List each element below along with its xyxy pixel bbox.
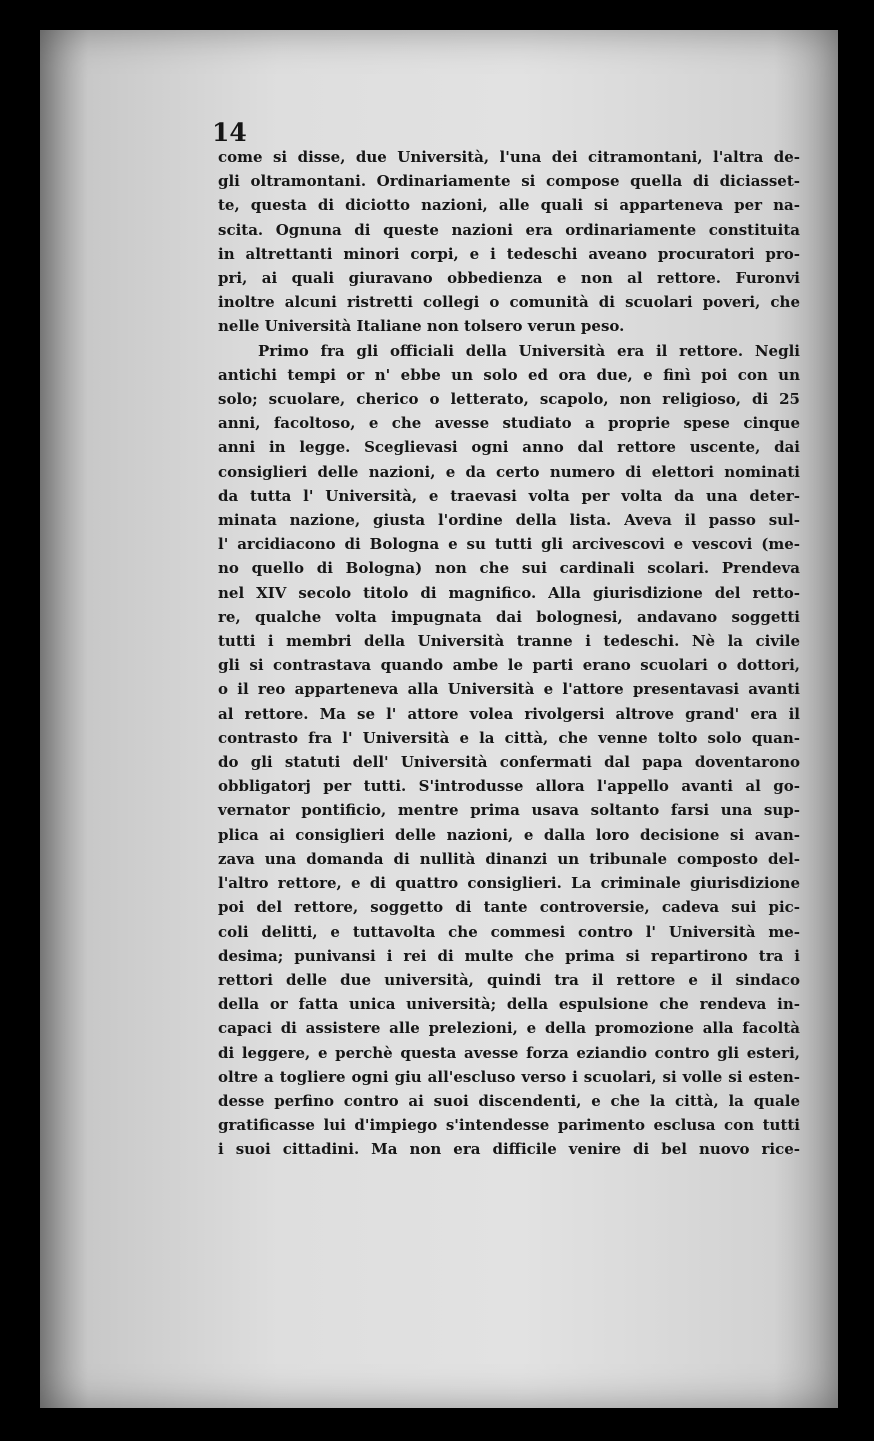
text-line: desse perfino contro ai suoi discendenti, e che la città, la quale xyxy=(218,1091,800,1110)
text-line: solo; scuolare, cherico o letterato, scapolo, non religioso, di 25 xyxy=(218,390,800,409)
text-line: rettori delle due università, quindi tra il rettore e il sindaco xyxy=(218,970,800,989)
text-line: l' arcidiacono di Bologna e su tutti gli arcivescovi e vescovi (me- xyxy=(218,535,800,554)
text-line: nelle Università Italiane non tolsero verun peso. xyxy=(218,317,625,336)
text-line: gli oltramontani. Ordinariamente si compose quella di diciasset- xyxy=(218,172,800,191)
text-line: consiglieri delle nazioni, e da certo numero di elettori nominati xyxy=(218,462,800,481)
text-line: al rettore. Ma se l' attore volea rivolgersi altrove grand' era il xyxy=(218,704,800,723)
text-line: nel XIV secolo titolo di magnifico. Alla giurisdizione del retto- xyxy=(218,583,800,602)
text-line: te, questa di diciotto nazioni, alle quali si apparteneva per na- xyxy=(218,196,800,215)
text-line: poi del rettore, soggetto di tante controversie, cadeva sui pic- xyxy=(218,898,800,917)
text-line: antichi tempi or n' ebbe un solo ed ora due, e finì poi con un xyxy=(218,365,800,384)
page-number: 14 xyxy=(212,118,247,147)
text-line: tutti i membri della Università tranne i tedeschi. Nè la civile xyxy=(218,632,800,651)
text-line: minata nazione, giusta l'ordine della lista. Aveva il passo sul- xyxy=(218,511,800,530)
text-line: oltre a togliere ogni giu all'escluso verso i scuolari, si volle si esten- xyxy=(218,1067,800,1086)
text-line: in altrettanti minori corpi, e i tedeschi aveano procuratori pro- xyxy=(218,244,800,263)
text-line: zava una domanda di nullità dinanzi un tribunale composto del- xyxy=(218,849,800,868)
text-line: gli si contrastava quando ambe le parti erano scuolari o dottori, xyxy=(218,656,800,675)
text-line: do gli statuti dell' Università confermati dal papa doventarono xyxy=(218,753,800,772)
text-line: anni in legge. Sceglievasi ogni anno dal rettore uscente, dai xyxy=(218,438,800,457)
text-line: i suoi cittadini. Ma non era difficile venire di bel nuovo rice- xyxy=(218,1140,800,1159)
text-line: inoltre alcuni ristretti collegi o comunità di scuolari poveri, che xyxy=(218,293,800,312)
text-line: gratificasse lui d'impiego s'intendesse parimento esclusa con tutti xyxy=(218,1116,800,1135)
text-line: re, qualche volta impugnata dai bolognesi, andavano soggetti xyxy=(218,607,800,626)
text-line: come si disse, due Università, l'una dei citramontani, l'altra de- xyxy=(218,148,800,166)
text-line: contrasto fra l' Università e la città, che venne tolto solo quan- xyxy=(218,728,800,747)
text-line: di leggere, e perchè questa avesse forza eziandio contro gli esteri, xyxy=(218,1043,800,1062)
text-line: obbligatorj per tutti. S'introdusse allora l'appello avanti al go- xyxy=(218,777,800,796)
text-line: pri, ai quali giuravano obbedienza e non al rettore. Furonvi xyxy=(218,269,800,288)
body-text xyxy=(218,145,800,1162)
text-line: o il reo apparteneva alla Università e l'attore presentavasi avanti xyxy=(218,680,800,699)
text-line: coli delitti, e tuttavolta che commesi contro l' Università me- xyxy=(218,922,800,941)
text-line: no quello di Bologna) non che sui cardinali scolari. Prendeva xyxy=(218,559,800,578)
text-line: desima; punivansi i rei di multe che prima si repartirono tra i xyxy=(218,946,800,965)
text-line: anni, facoltoso, e che avesse studiato a proprie spese cinque xyxy=(218,414,800,433)
text-line: l'altro rettore, e di quattro consiglieri. La criminale giurisdizione xyxy=(218,874,800,893)
text-line: vernator pontificio, mentre prima usava soltanto farsi una sup- xyxy=(218,801,800,820)
text-line: plica ai consiglieri delle nazioni, e dalla loro decisione si avan- xyxy=(218,825,800,844)
text-line: della or fatta unica università; della espulsione che rendeva in- xyxy=(218,995,800,1014)
text-line: scita. Ognuna di queste nazioni era ordinariamente constituita xyxy=(218,220,800,239)
text-line: Primo fra gli officiali della Università era il rettore. Negli xyxy=(258,341,800,360)
text-line: da tutta l' Università, e traevasi volta per volta da una deter- xyxy=(218,486,800,505)
text-line: capaci di assistere alle prelezioni, e della promozione alla facoltà xyxy=(218,1019,800,1038)
